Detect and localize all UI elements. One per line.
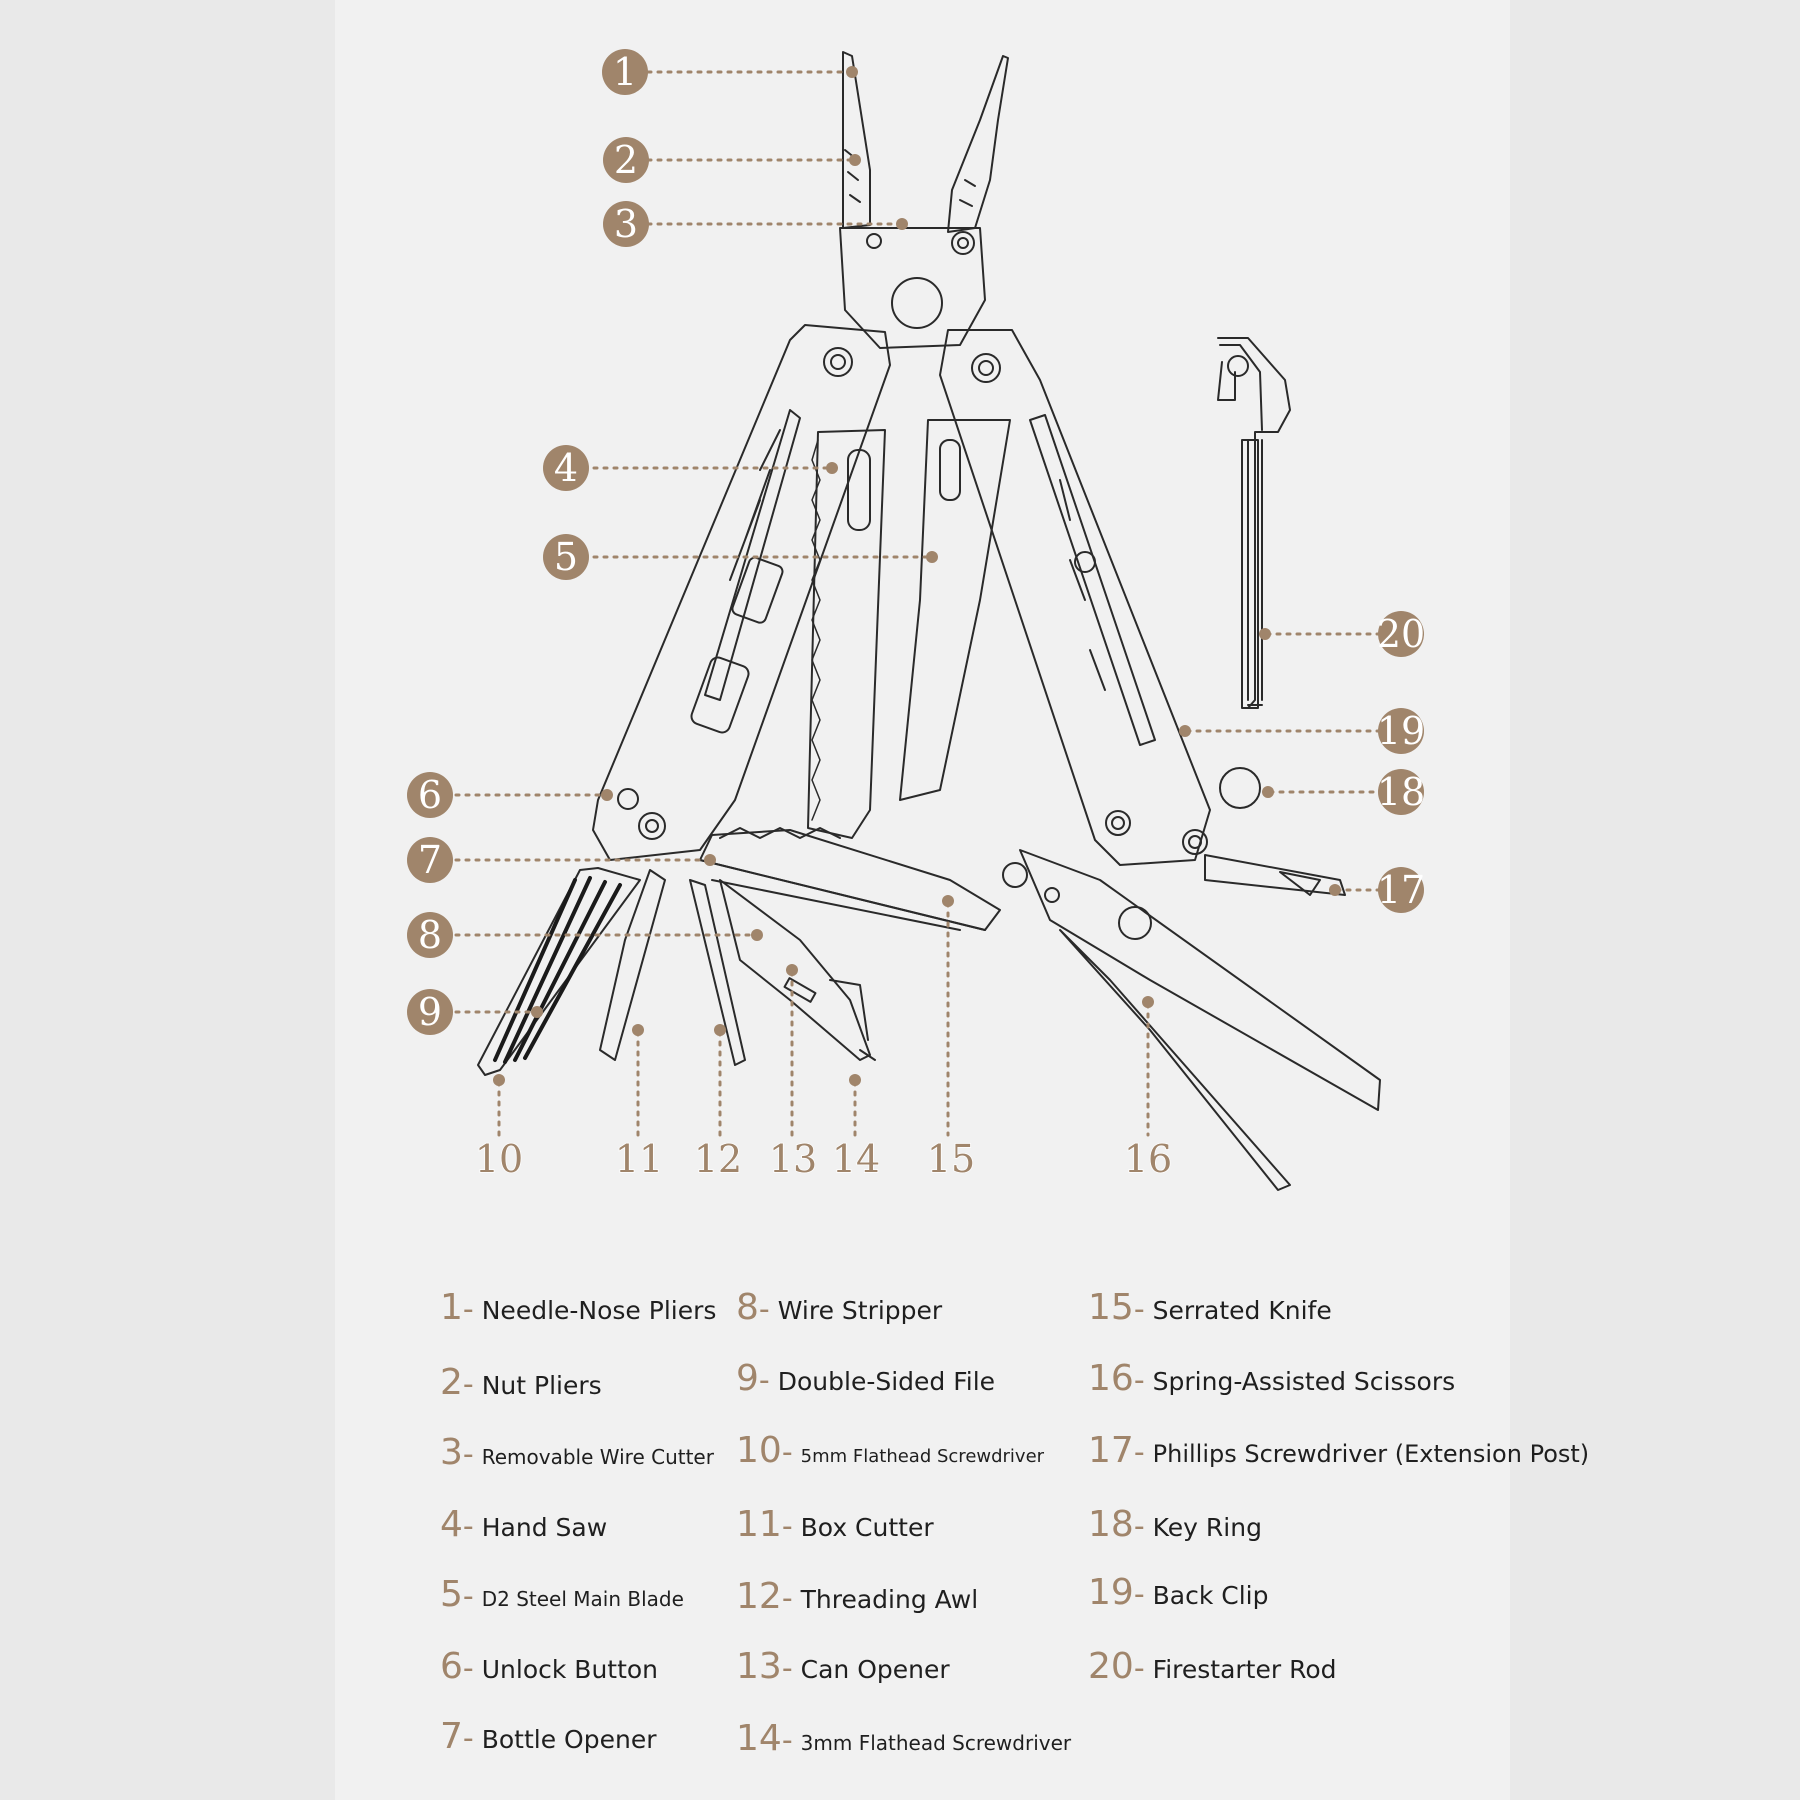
- callout-14: 14: [831, 1137, 881, 1181]
- callout-12: 12: [693, 1137, 743, 1181]
- legend-item-10: 10 - 5mm Flathead Screwdriver: [736, 1430, 1045, 1471]
- legend-item-7: 7 - Bottle Opener: [440, 1716, 657, 1757]
- legend-item-1: 1 - Needle-Nose Pliers: [440, 1287, 717, 1328]
- svg-text:17: 17: [1376, 868, 1426, 912]
- legend-item-5: 5 - D2 Steel Main Blade: [440, 1574, 684, 1615]
- legend-item-17: 17 - Phillips Screwdriver (Extension Post): [1088, 1430, 1590, 1471]
- svg-text:7: 7: [417, 838, 443, 882]
- legend-item-4: 4 - Hand Saw: [440, 1504, 608, 1545]
- svg-text:9: 9: [417, 990, 443, 1034]
- legend-item-3: 3 - Removable Wire Cutter: [440, 1432, 714, 1473]
- legend-item-9: 9 - Double-Sided File: [736, 1358, 996, 1399]
- legend-item-13: 13 - Can Opener: [736, 1646, 950, 1687]
- svg-text:8: 8: [417, 913, 443, 957]
- callout-13: 13: [768, 1137, 818, 1181]
- legend-item-19: 19 - Back Clip: [1088, 1572, 1269, 1613]
- svg-text:19: 19: [1376, 709, 1426, 753]
- svg-text:2: 2: [613, 138, 639, 182]
- svg-text:20: 20: [1376, 612, 1426, 656]
- legend-item-15: 15 - Serrated Knife: [1088, 1287, 1332, 1328]
- legend-item-14: 14 - 3mm Flathead Screwdriver: [736, 1718, 1072, 1759]
- legend-item-2: 2 - Nut Pliers: [440, 1362, 602, 1403]
- svg-text:6: 6: [417, 773, 443, 817]
- legend-item-6: 6 - Unlock Button: [440, 1646, 659, 1687]
- callout-16: 16: [1123, 1137, 1173, 1181]
- legend-item-20: 20 - Firestarter Rod: [1088, 1646, 1337, 1687]
- legend-item-18: 18 - Key Ring: [1088, 1504, 1262, 1545]
- callout-15: 15: [926, 1137, 976, 1181]
- svg-text:4: 4: [553, 446, 579, 490]
- callout-10: 10: [474, 1137, 524, 1181]
- svg-text:1: 1: [612, 50, 638, 94]
- legend-item-11: 11 - Box Cutter: [736, 1504, 934, 1545]
- legend-item-16: 16 - Spring-Assisted Scissors: [1088, 1358, 1456, 1399]
- svg-text:18: 18: [1376, 770, 1426, 814]
- legend-item-12: 12 - Threading Awl: [736, 1576, 979, 1617]
- legend-item-8: 8 - Wire Stripper: [736, 1287, 943, 1328]
- callout-11: 11: [614, 1137, 664, 1181]
- svg-text:3: 3: [613, 202, 639, 246]
- svg-text:5: 5: [553, 535, 579, 579]
